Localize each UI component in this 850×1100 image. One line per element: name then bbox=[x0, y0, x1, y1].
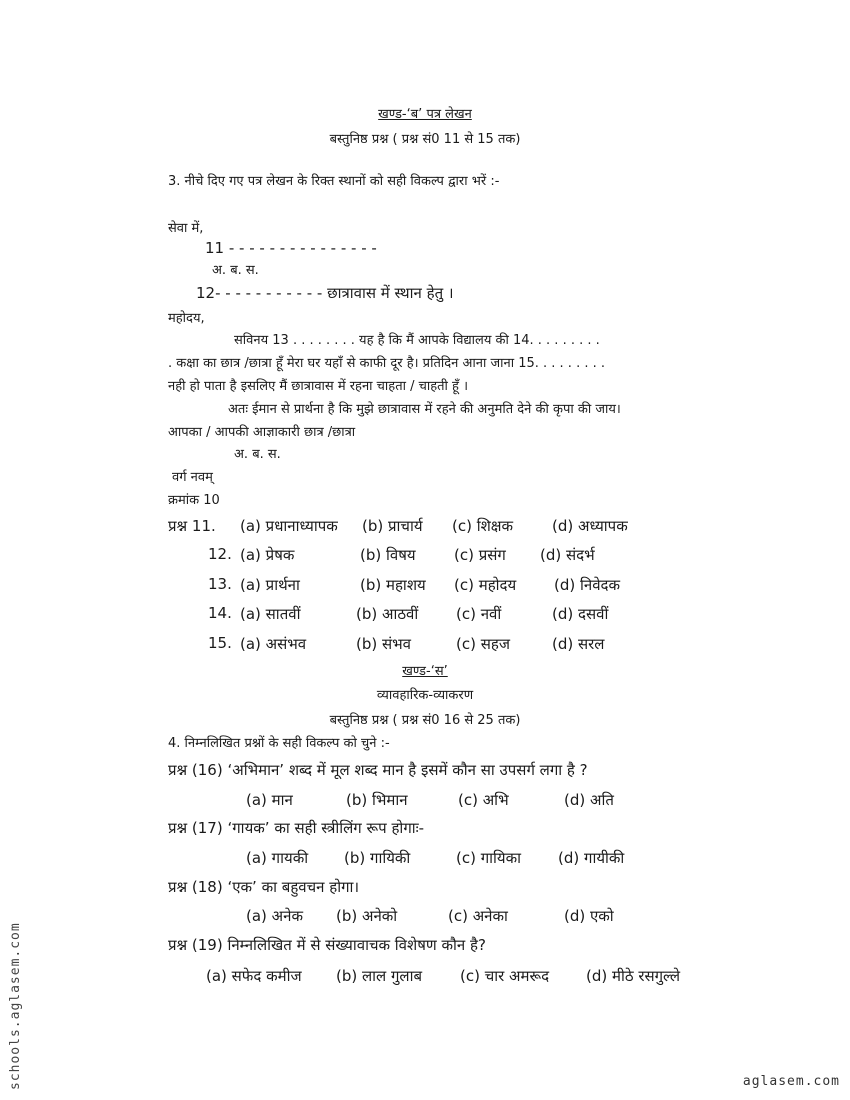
section-c-subtitle-2: बस्तुनिष्ठ प्रश्न ( प्रश्न सं0 16 से 25 तक) bbox=[329, 713, 521, 728]
mcq-option-d: (d) दसवीं bbox=[552, 605, 609, 623]
mcq-label: 14. bbox=[208, 604, 232, 622]
mcq-option-a: (a) असंभव bbox=[240, 635, 307, 653]
grammar-option-a: (a) अनेक bbox=[246, 907, 303, 925]
letter-para-2: . कक्षा का छात्र /छात्रा हूँ मेरा घर यहाँ से काफी दूर है। प्रतिदिन आना जाना 15. . . . . . . . . bbox=[168, 356, 605, 371]
grammar-question-17: प्रश्न (17) ‘गायक’ का सही स्त्रीलिंग रूप होगाः- bbox=[168, 819, 425, 837]
mcq-option-a: (a) प्रधानाध्यापक bbox=[240, 517, 338, 535]
mcq-option-c: (c) प्रसंग bbox=[454, 546, 506, 564]
mcq-option-b: (b) आठवीं bbox=[356, 605, 419, 623]
letter-class: वर्ग नवम् bbox=[172, 470, 213, 485]
letter-para-4: अतः ईमान से प्रार्थना है कि मुझे छात्रावास में रहने की अनुमति देने की कृपा की जाय। bbox=[228, 402, 621, 417]
corner-watermark: aglasem.com bbox=[742, 1074, 840, 1089]
mcq-option-b: (b) महाशय bbox=[360, 576, 426, 594]
grammar-option-b: (b) भिमान bbox=[346, 791, 408, 809]
mcq-option-d: (d) अध्यापक bbox=[552, 517, 628, 535]
letter-para-1: सविनय 13 . . . . . . . . यह है कि मैं आपके विद्यालय की 14. . . . . . . . . bbox=[234, 333, 600, 348]
letter-closing: आपका / आपकी आज्ञाकारी छात्र /छात्रा bbox=[168, 425, 356, 440]
section-b-title: खण्ड-‘ब’ पत्र लेखन bbox=[378, 107, 472, 122]
mcq-option-b: (b) प्राचार्य bbox=[362, 517, 423, 535]
side-watermark: schools.aglasem.com bbox=[8, 922, 23, 1090]
letter-salutation: सेवा में, bbox=[168, 221, 204, 236]
grammar-option-d: (d) एको bbox=[564, 907, 614, 925]
mcq-label: 12. bbox=[208, 545, 232, 563]
section-c-title: खण्ड-‘स’ bbox=[402, 664, 448, 679]
grammar-option-a: (a) सफेद कमीज bbox=[206, 967, 302, 985]
blank-12: 12- - - - - - - - - - - छात्रावास में स्थान हेतु । bbox=[196, 284, 454, 302]
mcq-option-a: (a) प्रार्थना bbox=[240, 576, 300, 594]
letter-address-abs: अ. ब. स. bbox=[212, 263, 259, 278]
question-4-instruction: 4. निम्नलिखित प्रश्नों के सही विकल्प को चुने :- bbox=[168, 736, 390, 751]
letter-mahoday: महोदय, bbox=[168, 311, 205, 326]
mcq-option-b: (b) विषय bbox=[360, 546, 416, 564]
grammar-option-d: (d) अति bbox=[564, 791, 614, 809]
mcq-option-d: (d) संदर्भ bbox=[540, 546, 595, 564]
mcq-option-c: (c) सहज bbox=[456, 635, 510, 653]
mcq-label: 15. bbox=[208, 634, 232, 652]
mcq-option-b: (b) संभव bbox=[356, 635, 412, 653]
grammar-option-c: (c) अभि bbox=[458, 791, 509, 809]
grammar-option-a: (a) मान bbox=[246, 791, 293, 809]
mcq-label: प्रश्न 11. bbox=[168, 517, 216, 535]
letter-para-3: नही हो पाता है इसलिए मैं छात्रावास में रहना चाहता / चाहती हूँ । bbox=[168, 379, 469, 394]
mcq-label: 13. bbox=[208, 575, 232, 593]
letter-signature-abs: अ. ब. स. bbox=[234, 447, 281, 462]
grammar-option-b: (b) गायिकी bbox=[344, 849, 411, 867]
grammar-question-18: प्रश्न (18) ‘एक’ का बहुवचन होगा। bbox=[168, 878, 360, 896]
section-c-subtitle: व्यावहारिक-व्याकरण bbox=[376, 688, 474, 703]
mcq-option-a: (a) सातवीं bbox=[240, 605, 301, 623]
grammar-option-c: (c) गायिका bbox=[456, 849, 522, 867]
grammar-option-d: (d) गायीकी bbox=[558, 849, 625, 867]
question-3-instruction: 3. नीचे दिए गए पत्र लेखन के रिक्त स्थानों को सही विकल्प द्वारा भरें :- bbox=[168, 174, 500, 189]
mcq-option-d: (d) निवेदक bbox=[554, 576, 621, 594]
mcq-option-c: (c) शिक्षक bbox=[452, 517, 514, 535]
letter-roll: क्रमांक 10 bbox=[168, 493, 220, 508]
mcq-option-d: (d) सरल bbox=[552, 635, 605, 653]
mcq-option-a: (a) प्रेषक bbox=[240, 546, 295, 564]
grammar-option-c: (c) चार अमरूद bbox=[460, 967, 550, 985]
mcq-option-c: (c) नवीं bbox=[456, 605, 502, 623]
grammar-question-19: प्रश्न (19) निम्नलिखित में से संख्यावाचक विशेषण कौन है? bbox=[168, 936, 486, 954]
grammar-question-16: प्रश्न (16) ‘अभिमान’ शब्द में मूल शब्द मान है इसमें कौन सा उपसर्ग लगा है ? bbox=[168, 761, 588, 779]
grammar-option-b: (b) अनेको bbox=[336, 907, 398, 925]
blank-11: 11 - - - - - - - - - - - - - - - bbox=[205, 239, 377, 257]
grammar-option-c: (c) अनेका bbox=[448, 907, 508, 925]
mcq-option-c: (c) महोदय bbox=[454, 576, 517, 594]
grammar-option-d: (d) मीठे रसगुल्ले bbox=[586, 967, 680, 985]
grammar-option-a: (a) गायकी bbox=[246, 849, 309, 867]
section-b-subtitle: बस्तुनिष्ठ प्रश्न ( प्रश्न सं0 11 से 15 तक) bbox=[329, 132, 521, 147]
grammar-option-b: (b) लाल गुलाब bbox=[336, 967, 423, 985]
